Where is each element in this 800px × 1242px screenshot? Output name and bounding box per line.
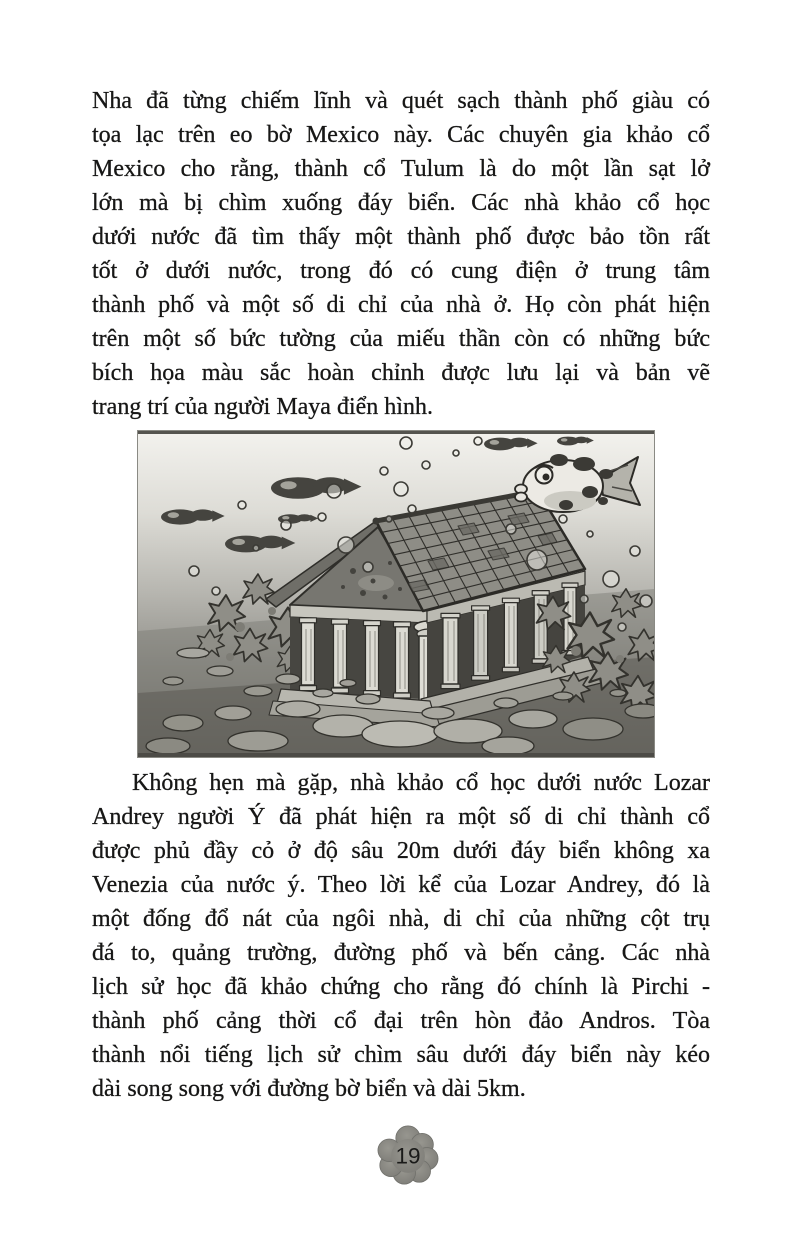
text-line: trang trí của người Maya điển hình.: [92, 394, 433, 420]
text-line: Mexico cho rằng, thành cổ Tulum là do một lần sạt lở: [92, 156, 710, 182]
text-line: thành nổi tiếng lịch sử chìm sâu dưới đáy biển này kéo: [92, 1042, 710, 1068]
text-line: một đống đổ nát của ngôi nhà, di chỉ của những cột trụ: [92, 906, 710, 932]
text-line: thành phố và một số di chỉ của nhà ở. Họ còn phát hiện: [92, 292, 710, 318]
text-line: bích họa màu sắc hoàn chỉnh được lưu lại và bản vẽ: [92, 360, 710, 386]
text-line: được phủ đầy cỏ ở độ sâu 20m dưới đáy biển không xa: [92, 838, 710, 864]
text-line: tốt ở dưới nước, trong đó có cung điện ở trung tâm: [92, 258, 710, 284]
text-line: thành phố cảng thời cổ đại trên hòn đảo Andros. Tòa: [92, 1008, 710, 1034]
page-number-badge: [377, 1124, 439, 1186]
text-line: Venezia của nước ý. Theo lời kể của Lozar Andrey, đó là: [92, 872, 710, 898]
text-line: lịch sử học đã khảo chứng cho rằng đó chính là Pirchi -: [92, 974, 710, 1000]
text-line: trên một số bức tường của miếu thần còn có những bức: [92, 326, 710, 352]
text-line: dưới nước đã tìm thấy một thành phố được bảo tồn rất: [92, 224, 710, 250]
frame-bottom-line: [138, 753, 654, 757]
text-line: tọa lạc trên eo bờ Mexico này. Các chuyên gia khảo cổ: [92, 122, 710, 148]
page-number: 19: [395, 1143, 421, 1169]
paragraph-2: [92, 766, 710, 1106]
text-line: Không hẹn mà gặp, nhà khảo cổ học dưới nước Lozar: [132, 770, 710, 796]
text-line: Andrey người Ý đã phát hiện ra một số di chỉ thành cổ: [92, 804, 710, 830]
underwater-temple-illustration: [137, 430, 655, 758]
underwater-scene-svg: [138, 431, 654, 757]
text-line: Nha đã từng chiếm lĩnh và quét sạch thành phố giàu có: [92, 88, 710, 114]
flower-badge-icon: [377, 1124, 439, 1186]
text-line: lớn mà bị chìm xuống đáy biển. Các nhà khảo cổ học: [92, 190, 710, 216]
paragraph-1: [92, 84, 710, 424]
text-line: đá to, quảng trường, đường phố và bến cảng. Các nhà: [92, 940, 710, 966]
frame-top-line: [138, 431, 654, 434]
text-line: dài song song với đường bờ biển và dài 5km.: [92, 1076, 526, 1102]
